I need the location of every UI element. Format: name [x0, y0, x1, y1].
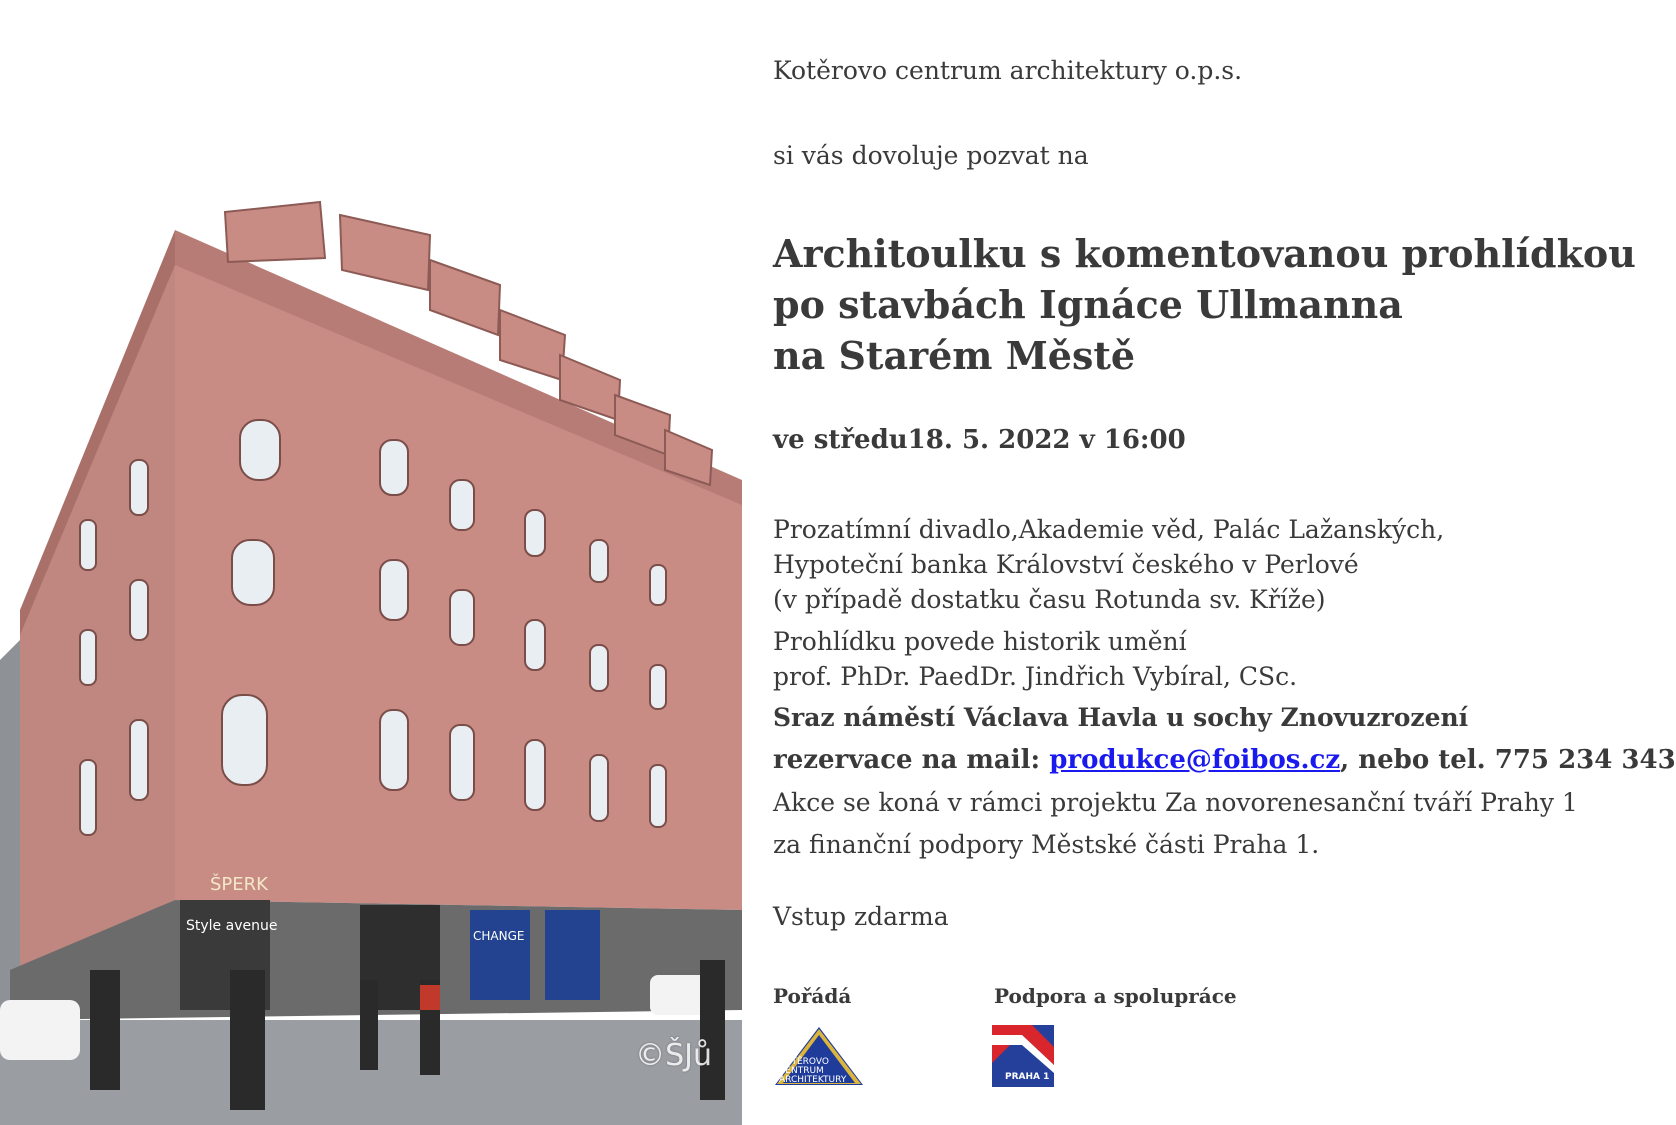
shop-sign-sperk: ŠPERK: [210, 874, 268, 895]
invitation-line: si vás dovoluje pozvat na: [773, 141, 1089, 170]
reservation-suffix: , nebo tel. 775 234 343: [1340, 745, 1676, 775]
reservation-prefix: rezervace na mail:: [773, 745, 1050, 775]
venue-line: (v případě dostatku času Rotunda sv. Kříže): [773, 585, 1326, 614]
praha1-logo-text: PRAHA 1: [1005, 1072, 1050, 1082]
meeting-point: Sraz náměstí Václava Havla u sochy Znovuzrození: [773, 703, 1469, 732]
reservation-email-link[interactable]: produkce@foibos.cz: [1049, 745, 1341, 775]
venue-list: [773, 512, 1444, 617]
event-title-line: po stavbách Ignáce Ullmanna: [773, 282, 1403, 327]
event-date: ve středu18. 5. 2022 v 16:00: [773, 425, 1186, 455]
photo-credit: ©ŠJů: [635, 1038, 712, 1073]
shop-sign-change: CHANGE: [473, 929, 525, 943]
venue-line: Hypoteční banka Království českého v Perlové: [773, 550, 1359, 579]
shop-sign-style: Style avenue: [186, 918, 278, 934]
project-line: za finanční podpory Městské části Praha 1.: [773, 830, 1320, 859]
kca-logo: [773, 1025, 865, 1089]
venue-line: Prozatímní divadlo,Akademie věd, Palác Lažanských,: [773, 515, 1445, 544]
event-title-line: Architoulku s komentovanou prohlídkou: [773, 231, 1636, 276]
organizer-name: Kotěrovo centrum architektury o.p.s.: [773, 56, 1243, 85]
entry-fee: Vstup zdarma: [773, 902, 949, 931]
praha1-logo: [992, 1025, 1054, 1087]
kca-logo-text: ARCHITEKTURY: [779, 1075, 847, 1085]
guide-line: Prohlídku povede historik umění: [773, 627, 1187, 656]
event-title: [773, 228, 1636, 381]
reservation-line: [773, 745, 1676, 775]
project-line: Akce se koná v rámci projektu Za novorenesanční tváří Prahy 1: [773, 788, 1578, 817]
support-label: Podpora a spolupráce: [994, 984, 1237, 1008]
guide-info: [773, 624, 1297, 694]
building-photo: [0, 140, 742, 1125]
guide-line: prof. PhDr. PaedDr. Jindřich Vybíral, CSc.: [773, 662, 1298, 691]
kca-logo-text: CENTRUM: [779, 1066, 824, 1076]
organizer-label: Pořádá: [773, 984, 852, 1008]
event-title-line: na Starém Městě: [773, 333, 1136, 378]
kca-logo-text: KOTĚROVO: [779, 1057, 829, 1067]
